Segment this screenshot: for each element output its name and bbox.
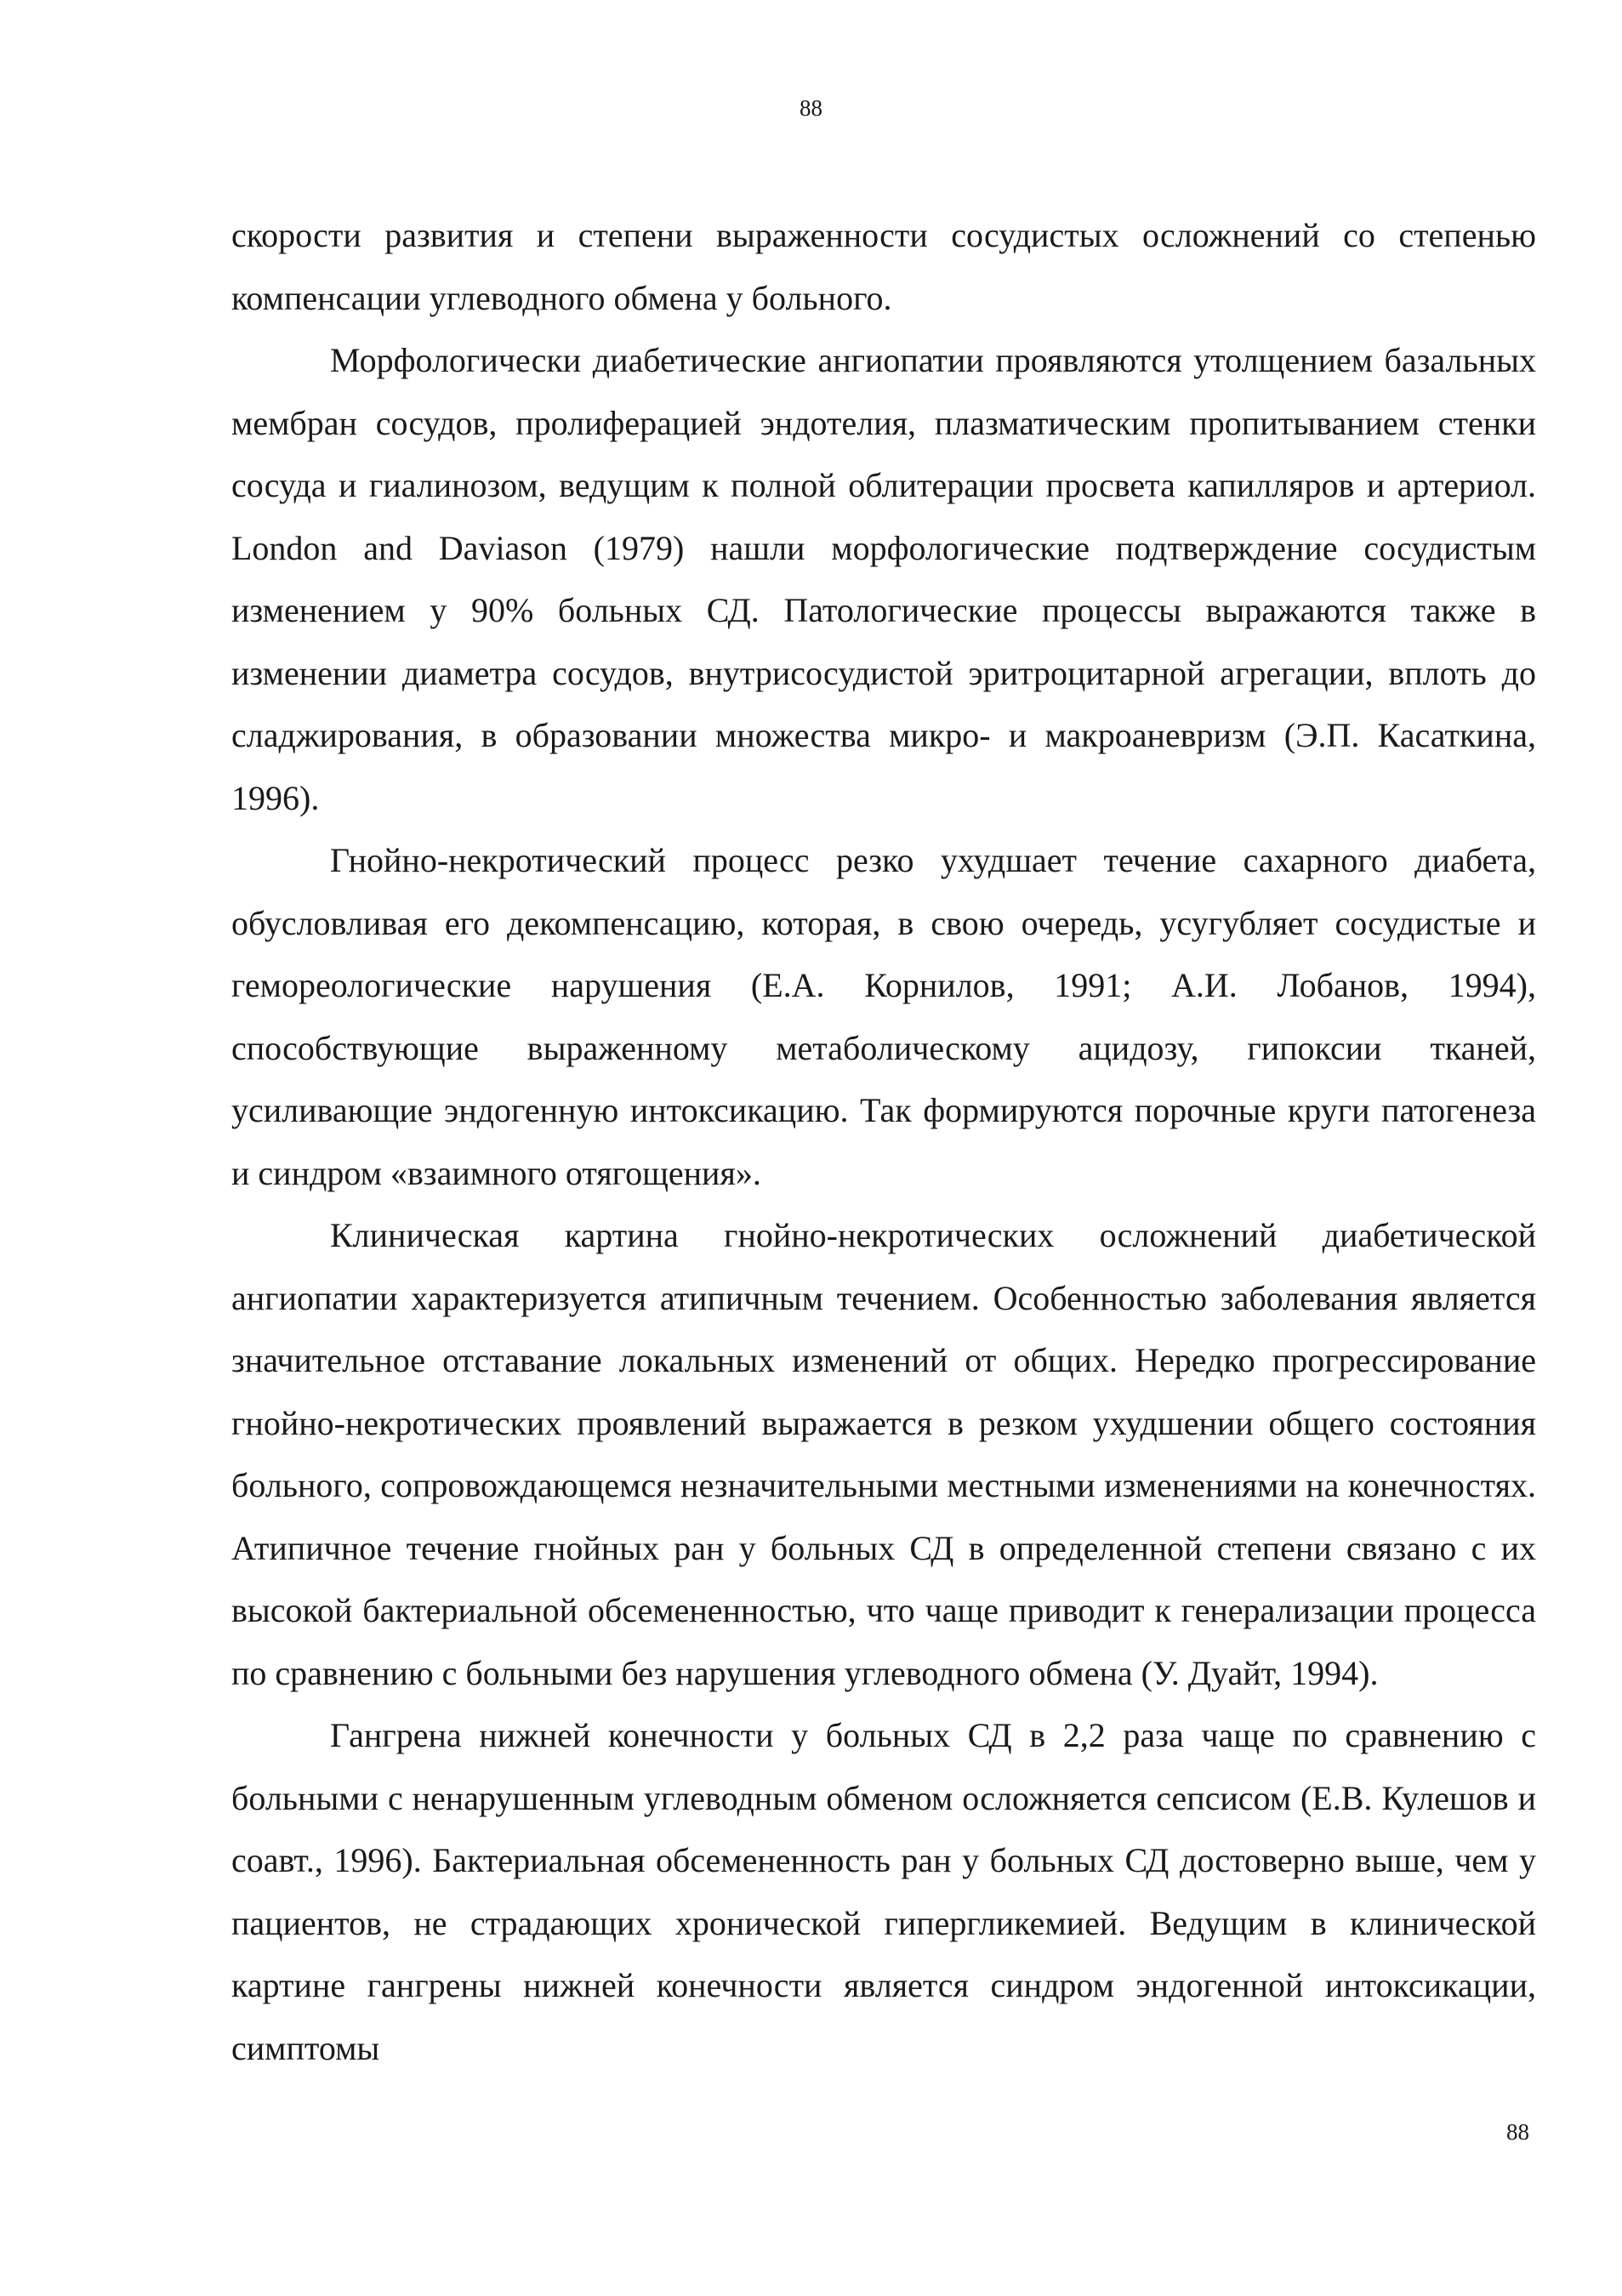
page-number-bottom: 88 <box>1506 2119 1529 2145</box>
body-text <box>231 204 1536 2079</box>
paragraph: Клиническая картина гнойно-некротических осложнений диабетической ангиопатии характеризуется атипичным течением. Особенностью заболевания является значительное отставание локальных изменений от общих. Нередко прогрессирование гнойно-некротических проявлений выражается в резком ухудшении общего состояния больного, сопровождающемся незначительными местными изменениями на конечностях. Атипичное течение гнойных ран у больных СД в определенной степени связано с их высокой бактериальной обсемененностью, что чаще приводит к генерализации процесса по сравнению с больными без нарушения углеводного обмена (У. Дуайт, 1994). <box>231 1216 1536 1692</box>
paragraph: Гнойно-некротический процесс резко ухудшает течение сахарного диабета, обусловливая его декомпенсацию, которая, в свою очередь, усугубляет сосудистые и гемореологические нарушения (Е.А. Корнилов, 1991; А.И. Лобанов, 1994), способствующие выраженному метаболическому ацидозу, гипоксии тканей, усиливающие эндогенную интоксикацию. Так формируются порочные круги патогенеза и синдром «взаимного отягощения». <box>231 841 1536 1192</box>
page-number-top: 88 <box>800 95 822 121</box>
paragraph: Гангрена нижней конечности у больных СД в 2,2 раза чаще по сравнению с больными с ненарушенным углеводным обменом осложняется сепсисом (Е.В. Кулешов и соавт., 1996). Бактериальная обсемененность ран у больных СД достоверно выше, чем у пациентов, не страдающих хронической гипергликемией. Ведущим в клинической картине гангрены нижней конечности является синдром эндогенной интоксикации, симптомы <box>231 1716 1536 2067</box>
paragraph: скорости развития и степени выраженности сосудистых осложнений со степенью компенсации углеводного обмена у больного. <box>231 216 1536 317</box>
paragraph: Морфологически диабетические ангиопатии проявляются утолщением базальных мембран сосудов, пролиферацией эндотелия, плазматическим пропитыванием стенки сосуда и гиалинозом, ведущим к полной облитерации просвета капилляров и артериол. London and Daviason (1979) нашли морфологические подтверждение сосудистым изменением у 90% больных СД. Патологические процессы выражаются также в изменении диаметра сосудов, внутрисосудистой эритроцитарной агрегации, вплоть до сладжирования, в образовании множества микро- и макроаневризм (Э.П. Касаткина, 1996). <box>231 341 1536 817</box>
